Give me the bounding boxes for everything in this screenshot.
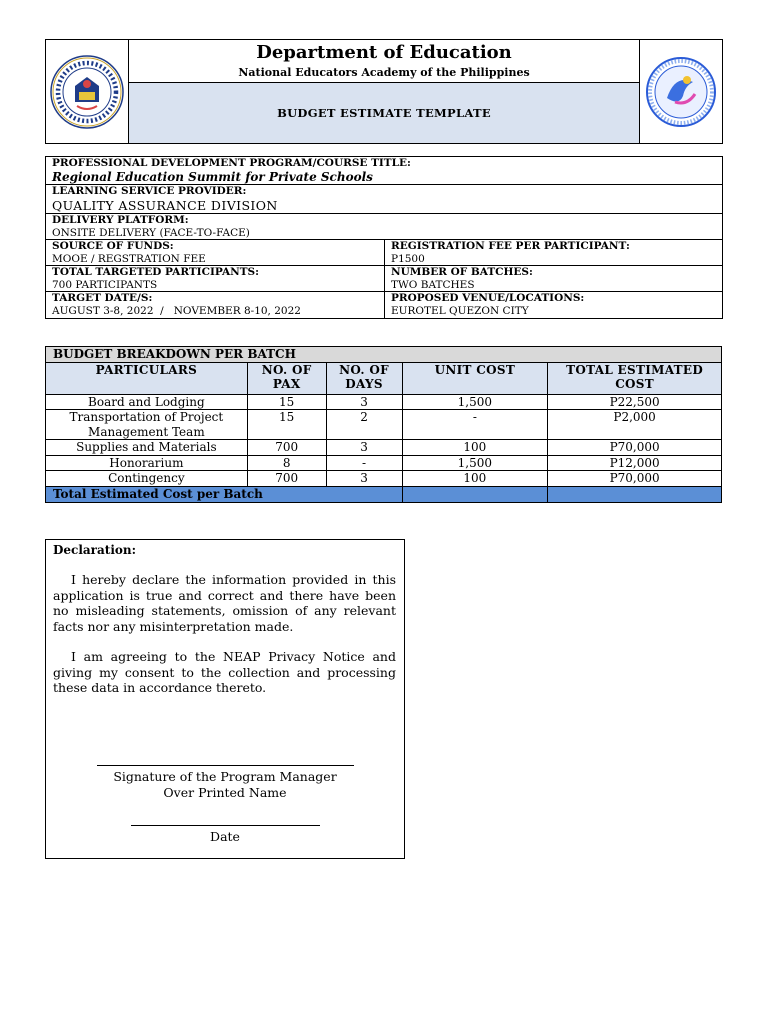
budget-body xyxy=(46,394,722,486)
dates-cell xyxy=(46,292,385,318)
deped-logo-cell xyxy=(46,40,129,143)
unit-cost-cell: 1,500 xyxy=(402,455,548,471)
academy-subtitle: National Educators Academy of the Philippines xyxy=(238,66,530,79)
budget-row xyxy=(46,471,722,487)
program-title-value: Regional Education Summit for Private Schools xyxy=(52,170,373,184)
days-cell: 3 xyxy=(326,471,402,487)
total-cost-cell: P12,000 xyxy=(548,455,722,471)
date-line xyxy=(131,825,320,826)
participants-value: 700 PARTICIPANTS xyxy=(52,279,158,291)
printed-name-label: Over Printed Name xyxy=(163,785,287,800)
particular-cell: Contingency xyxy=(46,471,248,487)
deped-seal-icon xyxy=(49,54,125,130)
budget-row xyxy=(46,410,722,440)
platform-value: ONSITE DELIVERY (FACE-TO-FACE) xyxy=(52,227,250,239)
participants-batches-row xyxy=(46,266,722,292)
declaration-box xyxy=(45,539,405,859)
header-title-area xyxy=(129,40,639,83)
funds-fee-row xyxy=(46,240,722,266)
venue-label: PROPOSED VENUE/LOCATIONS: xyxy=(391,292,585,304)
budget-breakdown-table xyxy=(45,346,722,503)
pax-cell: 15 xyxy=(247,410,326,440)
unit-cost-cell: 100 xyxy=(402,471,548,487)
days-cell: 3 xyxy=(326,394,402,410)
date-label: Date xyxy=(210,829,240,844)
neap-logo-cell xyxy=(639,40,722,143)
participants-cell xyxy=(46,266,385,291)
total-unit-cell xyxy=(402,486,548,502)
column-header: TOTAL ESTIMATED COST xyxy=(548,362,722,394)
total-label: Total Estimated Cost per Batch xyxy=(46,486,403,502)
neap-seal-icon xyxy=(645,56,717,128)
particular-cell: Transportation of Project Management Team xyxy=(46,410,248,440)
dates-value: AUGUST 3-8, 2022 / NOVEMBER 8-10, 2022 xyxy=(52,305,301,317)
fee-cell xyxy=(385,240,722,265)
batches-cell xyxy=(385,266,722,291)
privacy-consent-paragraph: I am agreeing to the NEAP Privacy Notice and giving my consent to the collection and processing these data in accordance thereto. xyxy=(53,649,396,695)
provider-label: LEARNING SERVICE PROVIDER: xyxy=(52,185,247,197)
pax-cell: 700 xyxy=(247,440,326,456)
dates-label: TARGET DATE/S: xyxy=(52,292,153,304)
declaration-paragraph: I hereby declare the information provided in this application is true and correct and there have been no misleading statements, omission of any relevant facts nor any misinterpretation made. xyxy=(53,572,396,634)
total-cost-cell: P22,500 xyxy=(548,394,722,410)
budget-row xyxy=(46,455,722,471)
batches-label: NUMBER OF BATCHES: xyxy=(391,266,533,278)
budget-row xyxy=(46,440,722,456)
budget-header-row xyxy=(46,362,722,394)
signature-label: Signature of the Program Manager xyxy=(113,769,337,784)
fee-label: REGISTRATION FEE PER PARTICIPANT: xyxy=(391,240,630,252)
unit-cost-cell: 100 xyxy=(402,440,548,456)
days-cell: - xyxy=(326,455,402,471)
provider-row xyxy=(46,185,722,214)
venue-cell xyxy=(385,292,722,318)
provider-value: QUALITY ASSURANCE DIVISION xyxy=(52,198,278,213)
program-title-row xyxy=(46,157,722,185)
total-cost-cell: P70,000 xyxy=(548,471,722,487)
platform-row xyxy=(46,214,722,240)
particular-cell: Honorarium xyxy=(46,455,248,471)
department-title: Department of Education xyxy=(256,42,512,63)
funds-value: MOOE / REGSTRATION FEE xyxy=(52,253,206,265)
dates-venue-row xyxy=(46,292,722,318)
unit-cost-cell: 1,500 xyxy=(402,394,548,410)
unit-cost-cell: - xyxy=(402,410,548,440)
signature-line xyxy=(97,765,354,766)
pax-cell: 8 xyxy=(247,455,326,471)
document-header xyxy=(45,39,723,144)
batches-value: TWO BATCHES xyxy=(391,279,475,291)
column-header: NO. OF PAX xyxy=(247,362,326,394)
platform-label: DELIVERY PLATFORM: xyxy=(52,214,189,226)
total-cost-cell: P70,000 xyxy=(548,440,722,456)
budget-title: BUDGET BREAKDOWN PER BATCH xyxy=(46,347,722,363)
pax-cell: 700 xyxy=(247,471,326,487)
particular-cell: Supplies and Materials xyxy=(46,440,248,456)
program-info-table xyxy=(45,156,723,319)
funds-label: SOURCE OF FUNDS: xyxy=(52,240,174,252)
template-title: BUDGET ESTIMATE TEMPLATE xyxy=(129,83,639,143)
budget-title-row xyxy=(46,347,722,363)
declaration-title: Declaration: xyxy=(53,543,137,557)
program-title-label: PROFESSIONAL DEVELOPMENT PROGRAM/COURSE TITLE: xyxy=(52,157,411,169)
pax-cell: 15 xyxy=(247,394,326,410)
days-cell: 2 xyxy=(326,410,402,440)
participants-label: TOTAL TARGETED PARTICIPANTS: xyxy=(52,266,260,278)
fee-value: P1500 xyxy=(391,253,425,265)
column-header: NO. OF DAYS xyxy=(326,362,402,394)
venue-value: EUROTEL QUEZON CITY xyxy=(391,305,529,317)
funds-cell xyxy=(46,240,385,265)
budget-total-row xyxy=(46,486,722,502)
column-header: PARTICULARS xyxy=(46,362,248,394)
total-cost-cell xyxy=(548,486,722,502)
column-header: UNIT COST xyxy=(402,362,548,394)
days-cell: 3 xyxy=(326,440,402,456)
total-cost-cell: P2,000 xyxy=(548,410,722,440)
header-title-block xyxy=(129,40,639,143)
particular-cell: Board and Lodging xyxy=(46,394,248,410)
budget-row xyxy=(46,394,722,410)
